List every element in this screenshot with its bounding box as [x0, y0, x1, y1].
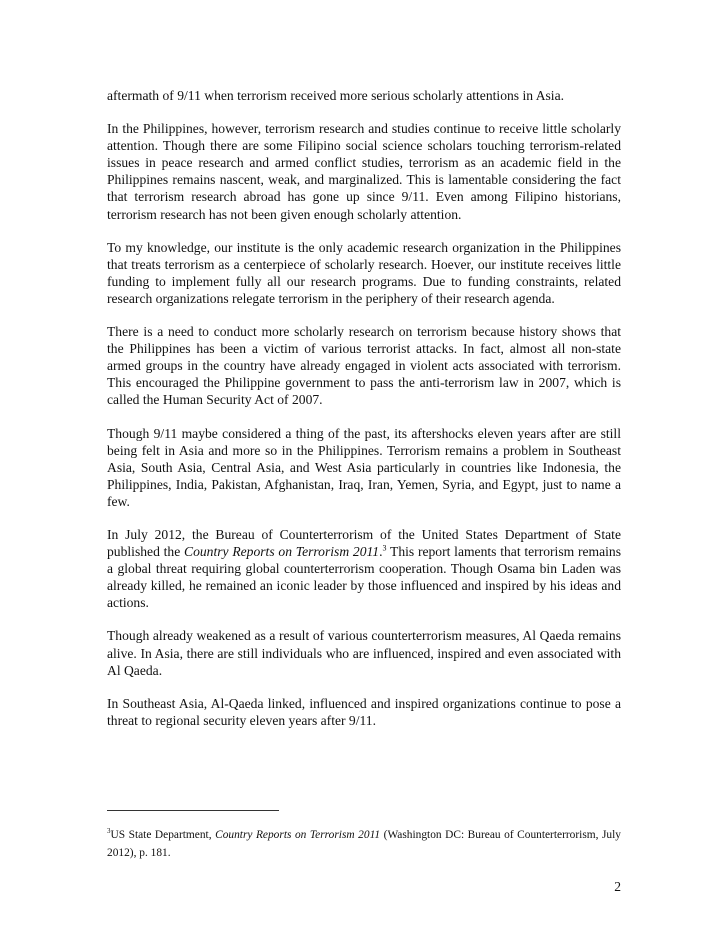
- footnote-before: US State Department,: [110, 829, 216, 841]
- paragraph-2: [107, 120, 621, 223]
- paragraph-6: [107, 526, 621, 611]
- paragraph-2-text: In the Philippines, however, terrorism research and studies continue to receive little scholarly attention. Though there are some Filipino social science scholars touching terrorism-related issues in peace research and armed conflict studies, terrorism as an academic field in the Philippines remains nascent, weak, and marginalized. This is lamentable considering the fact that terrorism research abroad has gone up since 9/11. Even among Filipino historians, terrorism research has not been given enough scholarly attention.: [107, 121, 621, 222]
- paragraph-6-before: In July 2012, the Bureau of Counterterrorism of the United States Department of State published the: [107, 526, 621, 560]
- paragraph-3-text: To my knowledge, our institute is the only academic research organization in the Philippines that treats terrorism as a centerpiece of scholarly research. Hoever, our institute receives little funding to implement fully all our research programs. Due to funding constraints, related research organizations relegate terrorism in the periphery of their research agenda.: [107, 239, 621, 306]
- paragraph-6-after: This report laments that terrorism remains a global threat requiring global counterterrorism cooperation. Though Osama bin Laden was already killed, he remained an iconic leader by those influenced and inspired by his ideas and actions.: [107, 544, 621, 611]
- footnote: [107, 826, 621, 862]
- footnote-title: Country Reports on Terrorism 2011: [215, 829, 381, 841]
- paragraph-6-period: .: [379, 544, 383, 560]
- paragraph-5-text: Though 9/11 maybe considered a thing of the past, its aftershocks eleven years after are still being felt in Asia and more so in the Philippines. Terrorism remains a problem in Southeast Asia, South Asia, Central Asia, and West Asia particularly in countries like Indonesia, the Philippines, India, Pakistan, Afghanistan, Iraq, Iran, Yemen, Syria, and Egypt, just to name a few.: [107, 425, 621, 509]
- paragraph-7: [107, 627, 621, 678]
- footnote-separator: [107, 810, 279, 811]
- paragraph-4: [107, 323, 621, 408]
- footnote-number: 3: [107, 827, 111, 836]
- paragraph-4-text: There is a need to conduct more scholarly research on terrorism because history shows that the Philippines has been a victim of various terrorist attacks. In fact, almost all non-state armed groups in the country have already engaged in violent acts associated with terrorism. This encouraged the Philippine government to pass the anti-terrorism law in 2007, which is called the Human Security Act of 2007.: [107, 324, 621, 408]
- paragraph-3: [107, 239, 621, 307]
- page-number: 2: [614, 879, 621, 894]
- paragraph-7-text: Though already weakened as a result of various counterterrorism measures, Al Qaeda remains alive. In Asia, there are still individuals who are influenced, inspired and even associated with Al Qaeda.: [107, 628, 621, 678]
- report-title: Country Reports on Terrorism 2011: [184, 544, 380, 560]
- footnote-after: (Washington DC: Bureau of Counterterrorism, July 2012), p. 181.: [107, 829, 621, 859]
- body-text: [107, 87, 621, 745]
- paragraph-8-text: In Southeast Asia, Al-Qaeda linked, influenced and inspired organizations continue to pose a threat to regional security eleven years after 9/11.: [107, 695, 621, 728]
- paragraph-1: [107, 87, 621, 104]
- paragraph-1-text: aftermath of 9/11 when terrorism received more serious scholarly attentions in Asia.: [107, 88, 565, 103]
- paragraph-8: [107, 695, 621, 729]
- paragraph-5: [107, 425, 621, 510]
- footnote-reference: 3: [382, 543, 387, 553]
